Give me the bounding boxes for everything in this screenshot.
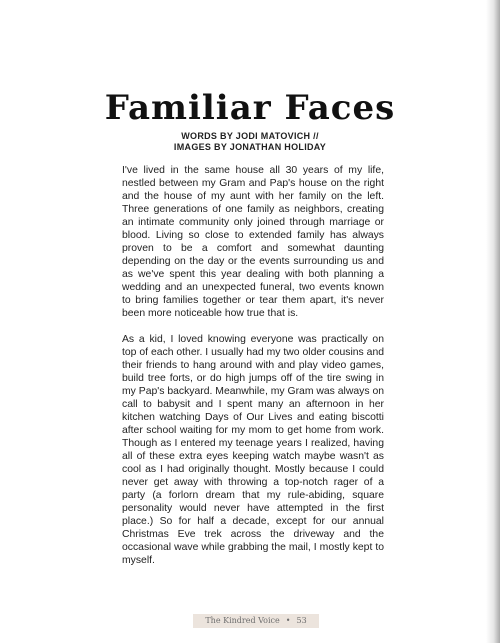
paragraph-1: I've lived in the same house all 30 years of my life, nestled between my Gram and Pap's house on the right and the house of my aunt with her family on the left. Three generations of one family as neighbors, creating an intimate community only joined through marriage or blood. Living so close to extended family has always proven to be a comfort and somewhat daunting depending on the day or the events surrounding us and as we've spent this year dealing with both planning a wedding and an unexpected funeral, two events known to bring families together or tear them apart, it's never been more noticeable how true that is.	[122, 165, 384, 319]
credit-words: WORDS BY JODI MATOVICH //	[181, 131, 319, 141]
footer-separator: •	[285, 616, 291, 625]
article-credits	[0, 131, 500, 153]
page-footer	[193, 614, 319, 628]
paragraph-2: As a kid, I loved knowing everyone was practically on top of each other. I usually had my two older cousins and their friends to hang around with and play video games, build tree forts, or do high jumps off of the tire swing in my Pap's backyard. Meanwhile, my Gram was always on call to babysit and I spent many an afternoon in her kitchen watching Days of Our Lives and eating biscotti after school waiting for my mom to get home from work. Though as I entered my teenage years I realized, having all of these extra eyes keeping watch maybe wasn't as cool as I had originally thought. Mostly because I could never get away with throwing a top-notch rager of a party (a forlorn dream that my rule-abiding, square personality would never have attempted in the first place.) So for half a decade, except for our annual Christmas Eve trek across the driveway and the occasional wave while grabbing the mail, I mostly kept to myself.	[122, 334, 384, 566]
article-body	[122, 164, 384, 580]
page-number: 53	[296, 616, 307, 625]
credit-images: IMAGES BY JONATHAN HOLIDAY	[173, 142, 327, 152]
article-title: Familiar Faces	[104, 88, 396, 128]
publication-name: The Kindred Voice	[205, 616, 280, 625]
